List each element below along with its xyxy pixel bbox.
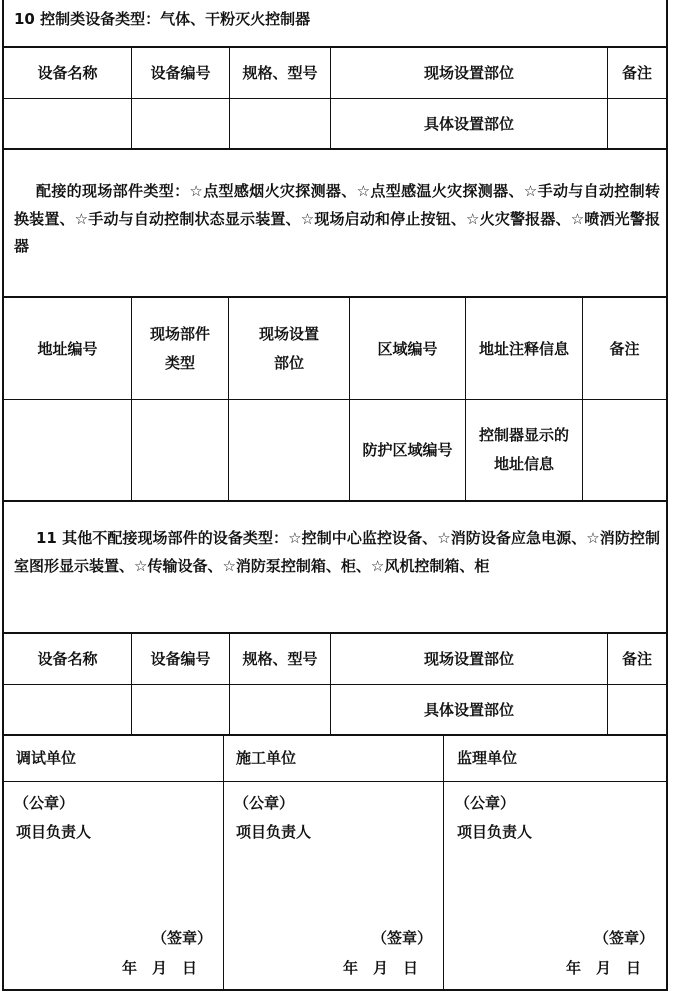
header-spec-model: 规格、型号 bbox=[242, 64, 318, 82]
sub-header-controller-address: 控制器显示的地址信息 bbox=[478, 426, 569, 473]
date-label: 年 月 日 bbox=[343, 959, 419, 977]
project-leader-label: 项目负责人 bbox=[16, 823, 92, 841]
unit-label-supervision: 监理单位 bbox=[457, 749, 518, 767]
sub-header-specific-location: 具体设置部位 bbox=[423, 114, 514, 133]
header-site-location: 现场设置部位 bbox=[258, 324, 319, 372]
official-seal-label: （公章） bbox=[455, 794, 516, 812]
divider bbox=[2, 148, 668, 150]
section10-title: 10 控制类设备类型：气体、干粉灭火控制器 bbox=[14, 10, 311, 28]
header-device-number: 设备编号 bbox=[150, 64, 211, 82]
header-remarks: 备注 bbox=[621, 64, 652, 82]
project-leader-label: 项目负责人 bbox=[457, 823, 533, 841]
unit-label-commissioning: 调试单位 bbox=[16, 749, 77, 767]
header-part-type: 现场部件类型 bbox=[150, 324, 211, 372]
divider bbox=[2, 500, 668, 502]
header-address-number: 地址编号 bbox=[37, 339, 98, 358]
border bbox=[2, 0, 4, 991]
header-remarks: 备注 bbox=[609, 339, 640, 358]
sub-header-protection-zone: 防护区域编号 bbox=[362, 441, 453, 459]
header-site-location: 现场设置部位 bbox=[423, 650, 514, 668]
border bbox=[666, 0, 668, 991]
official-seal-label: （公章） bbox=[234, 794, 295, 812]
header-site-location: 现场设置部位 bbox=[423, 64, 514, 82]
date-label: 年 月 日 bbox=[566, 959, 642, 977]
divider bbox=[443, 735, 444, 990]
header-spec-model: 规格、型号 bbox=[242, 650, 318, 668]
sub-header-specific-location: 具体设置部位 bbox=[423, 700, 514, 719]
divider bbox=[2, 781, 668, 782]
official-seal-label: （公章） bbox=[14, 794, 75, 812]
signature-label: （签章） bbox=[594, 929, 655, 947]
date-label: 年 月 日 bbox=[122, 959, 198, 977]
divider bbox=[2, 734, 668, 736]
signature-label: （签章） bbox=[372, 929, 433, 947]
divider bbox=[2, 989, 668, 991]
section11-title: 11 其他不配接现场部件的设备类型：☆控制中心监控设备、☆消防设备应急电源、☆消防控制室图形显示装置、☆传输设备、☆消防泵控制箱、柜、☆风机控制箱、柜 bbox=[14, 529, 660, 575]
header-device-name: 设备名称 bbox=[37, 64, 98, 82]
divider bbox=[223, 735, 224, 990]
unit-label-construction: 施工单位 bbox=[236, 749, 297, 767]
signature-label: （签章） bbox=[152, 929, 213, 947]
divider bbox=[228, 297, 229, 500]
header-remarks: 备注 bbox=[621, 650, 652, 668]
header-device-name: 设备名称 bbox=[37, 650, 98, 668]
divider bbox=[131, 297, 132, 500]
header-address-note: 地址注释信息 bbox=[478, 339, 569, 358]
project-leader-label: 项目负责人 bbox=[236, 823, 312, 841]
parts-type-description: 配接的现场部件类型：☆点型感烟火灾探测器、☆点型感温火灾探测器、☆手动与自动控制转换装置、☆手动与自动控制状态显示装置、☆现场启动和停止按钮、☆火灾警报器、☆喷洒光警报器 bbox=[14, 182, 660, 255]
header-zone-number: 区域编号 bbox=[377, 339, 438, 358]
header-device-number: 设备编号 bbox=[150, 650, 211, 668]
